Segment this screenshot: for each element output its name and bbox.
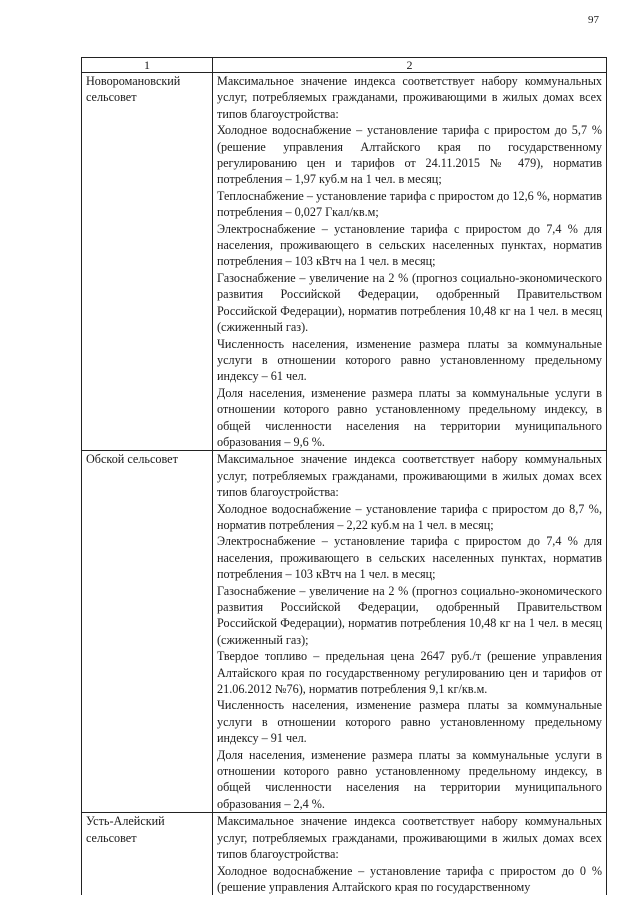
paragraph: Газоснабжение – увеличение на 2 % (прогноз социально-экономического развития Российской Федерации, одобренный Правительством Российской Федерации), норматив потребления 10,48 кг на 1 чел. в месяц (сжиженный газ); bbox=[217, 583, 602, 647]
paragraph: Максимальное значение индекса соответствует набору коммунальных услуг, потребляемых гражданами, проживающими в жилых домах всех типов благоустройства: bbox=[217, 814, 602, 862]
paragraph: Твердое топливо – предельная цена 2647 руб./т (решение управления Алтайского края по государственному регулированию цен и тарифов от 21.06.2012 №76), норматив потребления 9,1 кг/кв.м. bbox=[217, 649, 602, 697]
page-number: 97 bbox=[588, 14, 599, 26]
table-row bbox=[82, 813, 607, 896]
table-row bbox=[82, 73, 607, 451]
cell-content bbox=[217, 813, 602, 895]
table-header-row bbox=[82, 58, 607, 73]
paragraph: Теплоснабжение – установление тарифа с приростом до 12,6 %, норматив потребления – 0,027 Гкал/кв.м; bbox=[217, 188, 602, 220]
municipality-name: Усть-Алейский сельсовет bbox=[82, 813, 213, 896]
description-cell bbox=[213, 451, 607, 813]
paragraph: Максимальное значение индекса соответствует набору коммунальных услуг, потребляемых гражданами, проживающими в жилых домах всех типов благоустройства: bbox=[217, 74, 602, 121]
paragraph: Холодное водоснабжение – установление тарифа с приростом до 8,7 %, норматив потребления – 2,22 куб.м на 1 чел. в месяц; bbox=[217, 501, 602, 532]
paragraph: Холодное водоснабжение – установление тарифа с приростом до 5,7 % (решение управления Алтайского края по государственному регулированию цен и тарифов от 24.11.2015 № 479), норматив потребления – 1,97 куб.м на 1 чел. в месяц; bbox=[217, 123, 602, 187]
table-row bbox=[82, 451, 607, 813]
paragraph: Доля населения, изменение размера платы за коммунальные услуги в отношении которого равно установленному предельному индексу, в общей численности населения на территории муниципального образования – 2,4 %. bbox=[217, 747, 602, 811]
indices-table bbox=[81, 57, 607, 895]
paragraph: Численность населения, изменение размера платы за коммунальные услуги в отношении которого равно установленному предельному индексу – 91 чел. bbox=[217, 698, 602, 746]
paragraph: Численность населения, изменение размера платы за коммунальные услуги в отношении которого равно установленному предельному индексу – 61 чел. bbox=[217, 336, 602, 384]
column-header-2: 2 bbox=[213, 58, 607, 73]
paragraph: Электроснабжение – установление тарифа с приростом до 7,4 % для населения, проживающего в сельских населенных пунктах, норматив потребления – 103 кВтч на 1 чел. в месяц; bbox=[217, 221, 602, 269]
column-header-1: 1 bbox=[82, 58, 213, 73]
description-cell bbox=[213, 813, 607, 896]
paragraph: Электроснабжение – установление тарифа с приростом до 7,4 % для населения, проживающего в сельских населенных пунктах, норматив потребления – 103 кВтч на 1 чел. в месяц; bbox=[217, 534, 602, 582]
paragraph: Доля населения, изменение размера платы за коммунальные услуги в отношении которого равно установленному предельному индексу, в общей численности населения на территории муниципального образования – 9,6 %. bbox=[217, 385, 602, 449]
paragraph: Холодное водоснабжение – установление тарифа с приростом до 0 % (решение управления Алтайского края по государственному bbox=[217, 863, 602, 894]
description-cell bbox=[213, 73, 607, 451]
paragraph: Газоснабжение – увеличение на 2 % (прогноз социально-экономического развития Российской Федерации, одобренный Правительством Российской Федерации), норматив потребления 10,48 кг на 1 чел. в месяц (сжиженный газ). bbox=[217, 270, 602, 335]
municipality-name: Новоромановский сельсовет bbox=[82, 73, 213, 451]
municipality-name: Обской сельсовет bbox=[82, 451, 213, 813]
paragraph: Максимальное значение индекса соответствует набору коммунальных услуг, потребляемых гражданами, проживающими в жилых домах всех типов благоустройства: bbox=[217, 452, 602, 500]
